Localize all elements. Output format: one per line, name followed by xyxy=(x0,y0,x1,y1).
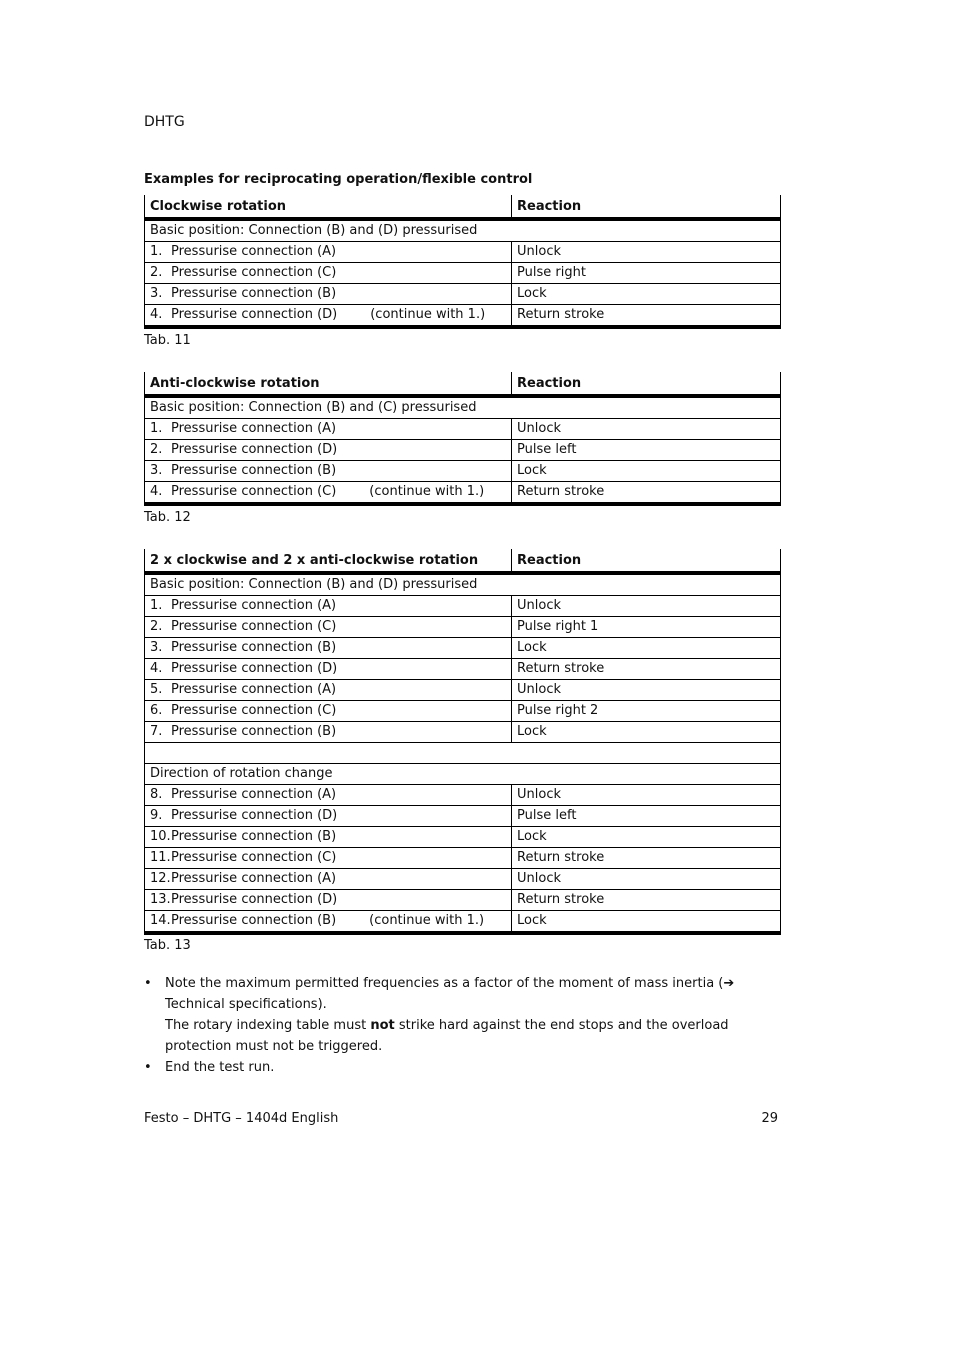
step-action: Pressurise connection (B) xyxy=(171,463,337,478)
reaction-cell: Unlock xyxy=(512,680,781,701)
step-action: Pressurise connection (B) xyxy=(171,640,337,655)
basic-position-row: Basic position: Connection (B) and (D) pressurised xyxy=(145,573,781,596)
note-emphasis: not xyxy=(370,1018,395,1033)
table-row xyxy=(145,263,781,284)
column-header-reaction: Reaction xyxy=(512,550,781,574)
column-header-action: Clockwise rotation xyxy=(145,196,512,220)
step-action: Pressurise connection (D) xyxy=(171,808,338,823)
reaction-cell: Unlock xyxy=(512,596,781,617)
table-row xyxy=(145,284,781,305)
step-action: Pressurise connection (B) xyxy=(171,286,337,301)
step-number: 2. xyxy=(150,442,163,457)
reaction-cell: Return stroke xyxy=(512,659,781,680)
step-action: Pressurise connection (D) xyxy=(171,892,338,907)
step-action: Pressurise connection (A) xyxy=(171,787,337,802)
step-action: Pressurise connection (D) xyxy=(171,442,338,457)
action-cell xyxy=(145,263,512,284)
bullet-text: End the test run. xyxy=(165,1060,275,1075)
direction-change-row-cell: Direction of rotation change xyxy=(145,764,781,785)
table-anti-clockwise-rotation xyxy=(144,372,781,506)
step-action: Pressurise connection (A) xyxy=(171,598,337,613)
reaction-cell: Return stroke xyxy=(512,482,781,505)
reaction-cell: Pulse right 2 xyxy=(512,701,781,722)
table-row xyxy=(145,659,781,680)
step-number: 12. xyxy=(150,871,171,886)
step-number: 1. xyxy=(150,421,163,436)
step-number: 14. xyxy=(150,913,171,928)
step-number: 10. xyxy=(150,829,171,844)
step-number: 13. xyxy=(150,892,171,907)
table-row xyxy=(145,680,781,701)
note-text-part: The rotary indexing table must xyxy=(165,1018,371,1033)
step-action: Pressurise connection (A) xyxy=(171,871,337,886)
arrow-right-icon: ➔ xyxy=(723,976,735,991)
table-row xyxy=(145,890,781,911)
step-number: 8. xyxy=(150,787,163,802)
action-cell xyxy=(145,827,512,848)
table-row xyxy=(145,440,781,461)
reaction-cell: Lock xyxy=(512,284,781,305)
reaction-cell: Pulse left xyxy=(512,806,781,827)
step-action: Pressurise connection (B) xyxy=(171,724,337,739)
step-number: 4. xyxy=(150,661,163,676)
step-number: 6. xyxy=(150,703,163,718)
table-row xyxy=(145,785,781,806)
action-cell xyxy=(145,890,512,911)
step-action: Pressurise connection (B) xyxy=(171,829,337,844)
action-cell xyxy=(145,617,512,638)
action-cell xyxy=(145,659,512,680)
section-title: Examples for reciprocating operation/flexible control xyxy=(144,172,533,187)
action-cell xyxy=(145,680,512,701)
step-number: 7. xyxy=(150,724,163,739)
reaction-cell: Unlock xyxy=(512,419,781,440)
step-action: Pressurise connection (D) xyxy=(171,661,338,676)
instruction-list xyxy=(144,973,784,1078)
bullet-text-part: Note the maximum permitted frequencies as a factor of the moment of mass inertia ( xyxy=(165,976,724,991)
basic-position-row: Basic position: Connection (B) and (C) pressurised xyxy=(145,396,781,419)
step-note: (continue with 1.) xyxy=(369,913,485,928)
reaction-cell: Lock xyxy=(512,827,781,848)
reaction-cell: Lock xyxy=(512,911,781,934)
bullet-note xyxy=(165,1015,784,1057)
step-action: Pressurise connection (B) xyxy=(171,913,337,928)
table-row xyxy=(145,482,781,505)
bullet-icon: • xyxy=(144,1060,152,1075)
spacer-row-cell xyxy=(145,743,781,764)
table-row xyxy=(145,701,781,722)
step-action: Pressurise connection (C) xyxy=(171,850,337,865)
step-number: 4. xyxy=(150,484,163,499)
table-row xyxy=(145,638,781,659)
list-item xyxy=(144,1057,784,1078)
step-number: 4. xyxy=(150,307,163,322)
table-row xyxy=(145,305,781,328)
column-header-reaction: Reaction xyxy=(512,373,781,397)
step-action: Pressurise connection (A) xyxy=(171,244,337,259)
table-row xyxy=(145,806,781,827)
action-cell xyxy=(145,461,512,482)
step-action: Pressurise connection (C) xyxy=(171,484,337,499)
table-clockwise-rotation xyxy=(144,195,781,329)
column-header-action: 2 x clockwise and 2 x anti-clockwise rotation xyxy=(145,550,512,574)
page-header: DHTG xyxy=(144,114,185,130)
table-row xyxy=(145,419,781,440)
reaction-cell: Lock xyxy=(512,722,781,743)
action-cell xyxy=(145,482,512,505)
table-row xyxy=(145,617,781,638)
action-cell xyxy=(145,911,512,934)
action-cell xyxy=(145,869,512,890)
reaction-cell: Return stroke xyxy=(512,848,781,869)
note-text-part: strike hard against the end stops and the overload protection must not be triggered. xyxy=(165,1018,729,1054)
table-row xyxy=(145,911,781,934)
direction-change-row xyxy=(145,764,781,785)
step-number: 2. xyxy=(150,619,163,634)
reaction-cell: Lock xyxy=(512,638,781,659)
reaction-cell: Unlock xyxy=(512,242,781,263)
reaction-cell: Unlock xyxy=(512,869,781,890)
footer-text: Festo – DHTG – 1404d English xyxy=(144,1111,339,1126)
step-action: Pressurise connection (A) xyxy=(171,682,337,697)
bullet-text xyxy=(165,973,784,1015)
table-row xyxy=(145,242,781,263)
reaction-cell: Return stroke xyxy=(512,890,781,911)
action-cell xyxy=(145,242,512,263)
table-caption: Tab. 11 xyxy=(144,333,191,348)
step-action: Pressurise connection (A) xyxy=(171,421,337,436)
action-cell xyxy=(145,701,512,722)
step-action: Pressurise connection (C) xyxy=(171,703,337,718)
table-caption: Tab. 13 xyxy=(144,938,191,953)
reaction-cell: Pulse right 1 xyxy=(512,617,781,638)
step-note: (continue with 1.) xyxy=(370,307,486,322)
basic-position-row: Basic position: Connection (B) and (D) pressurised xyxy=(145,219,781,242)
page-number: 29 xyxy=(761,1111,778,1126)
column-header-action: Anti-clockwise rotation xyxy=(145,373,512,397)
step-number: 2. xyxy=(150,265,163,280)
action-cell xyxy=(145,638,512,659)
reaction-cell: Unlock xyxy=(512,785,781,806)
table-row xyxy=(145,461,781,482)
column-header-reaction: Reaction xyxy=(512,196,781,220)
action-cell xyxy=(145,596,512,617)
action-cell xyxy=(145,722,512,743)
step-number: 3. xyxy=(150,640,163,655)
step-action: Pressurise connection (C) xyxy=(171,265,337,280)
reaction-cell: Return stroke xyxy=(512,305,781,328)
step-action: Pressurise connection (D) xyxy=(171,307,338,322)
table-caption: Tab. 12 xyxy=(144,510,191,525)
step-number: 9. xyxy=(150,808,163,823)
table-row xyxy=(145,722,781,743)
reaction-cell: Pulse right xyxy=(512,263,781,284)
action-cell xyxy=(145,419,512,440)
reaction-cell: Lock xyxy=(512,461,781,482)
action-cell xyxy=(145,440,512,461)
step-number: 1. xyxy=(150,598,163,613)
action-cell xyxy=(145,785,512,806)
list-item xyxy=(144,973,784,1057)
step-number: 3. xyxy=(150,463,163,478)
bullet-text-part: Technical specifications). xyxy=(165,997,327,1012)
step-number: 3. xyxy=(150,286,163,301)
table-row xyxy=(145,827,781,848)
table-row xyxy=(145,596,781,617)
step-note: (continue with 1.) xyxy=(369,484,485,499)
step-number: 5. xyxy=(150,682,163,697)
action-cell xyxy=(145,848,512,869)
table-combined-rotation xyxy=(144,549,781,935)
reaction-cell: Pulse left xyxy=(512,440,781,461)
bullet-icon: • xyxy=(144,976,152,991)
step-number: 11. xyxy=(150,850,171,865)
action-cell xyxy=(145,806,512,827)
table-row xyxy=(145,869,781,890)
action-cell xyxy=(145,305,512,328)
step-action: Pressurise connection (C) xyxy=(171,619,337,634)
action-cell xyxy=(145,284,512,305)
spacer-row xyxy=(145,743,781,764)
table-row xyxy=(145,848,781,869)
step-number: 1. xyxy=(150,244,163,259)
